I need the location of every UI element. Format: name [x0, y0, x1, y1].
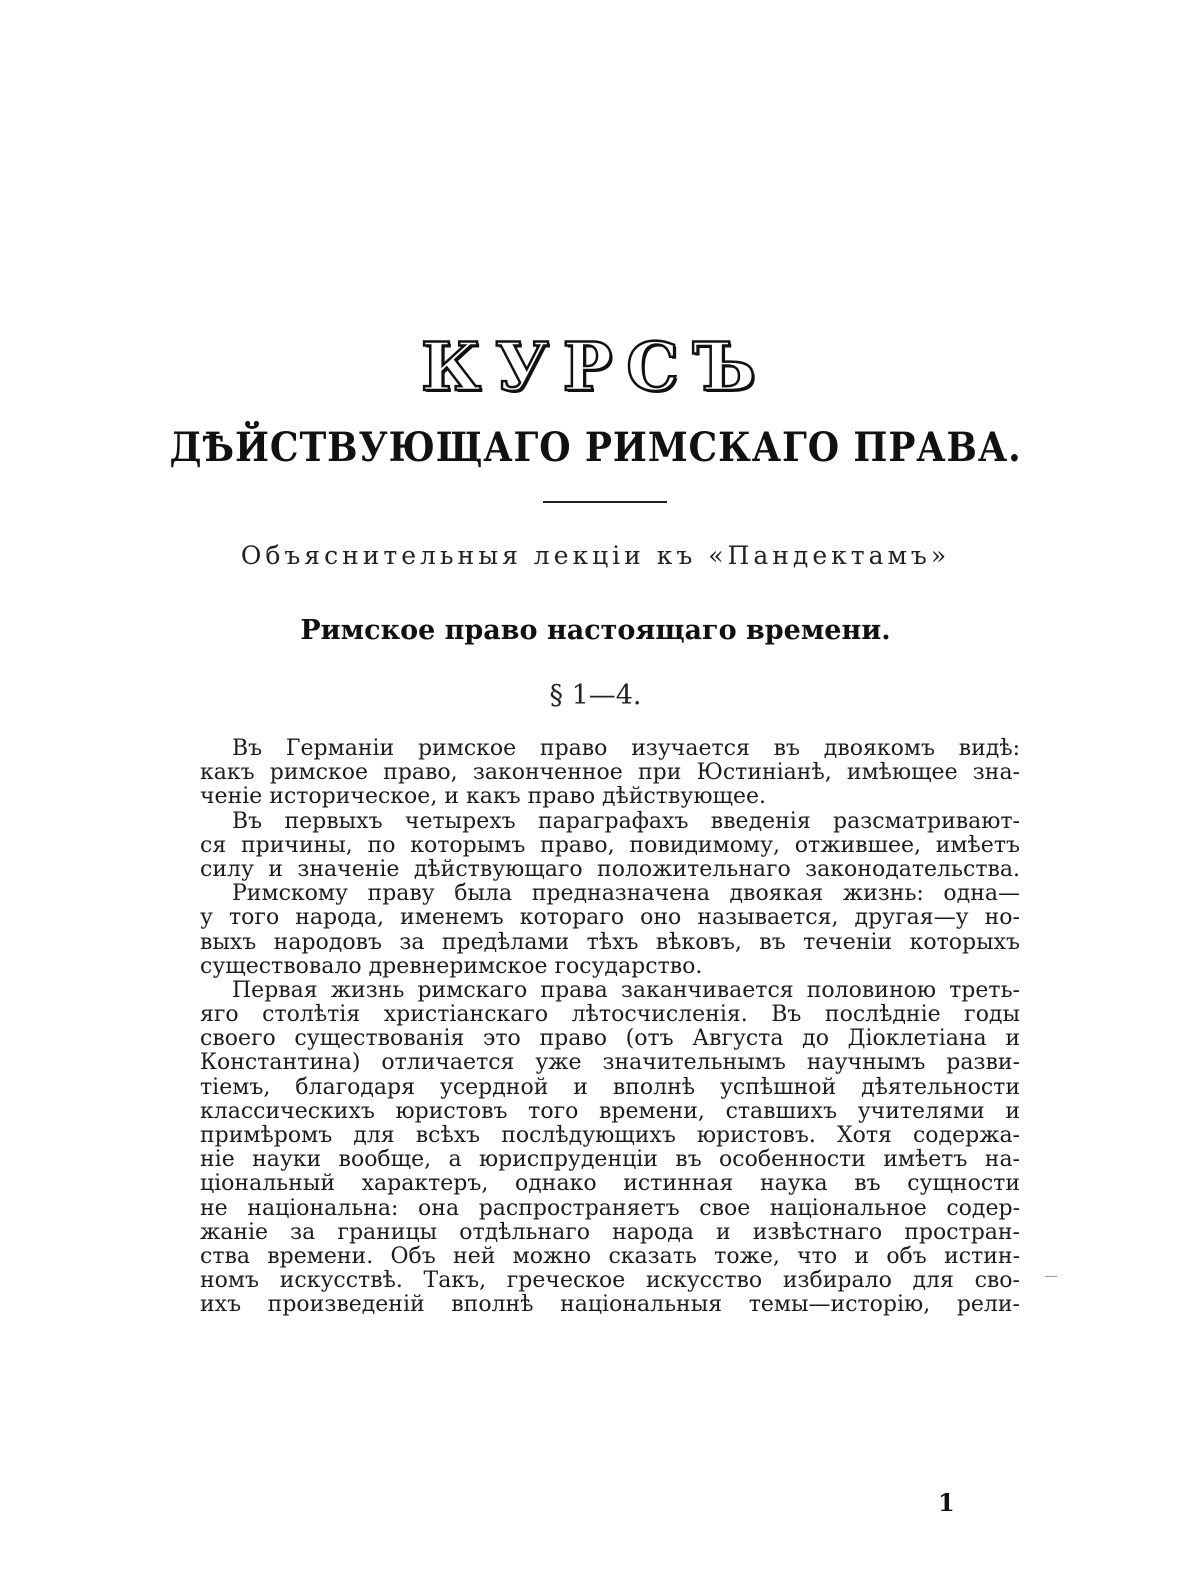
body-line: ихъ произведеній вполнѣ національныя темы—исторію, рели- [200, 1292, 1020, 1318]
body-line: Константина) отличается уже значительнымъ научнымъ разви- [200, 1050, 1020, 1076]
body-line: тіемъ, благодаря усердной и вполнѣ успѣшной дѣятельности [200, 1074, 1020, 1100]
body-text [200, 737, 1020, 1318]
lectures-subtitle: Объяснительныя лекціи къ «Пандектамъ» [240, 541, 951, 570]
body-line: силу и значеніе дѣйствующаго положительнаго законодательства. [200, 856, 1020, 882]
section-heading: § 1—4. [549, 680, 642, 711]
body-line: ся причины, по которымъ право, повидимому, отжившее, имѣетъ [200, 832, 1020, 858]
body-line: яго столѣтія христіанскаго лѣтосчисленія. Въ послѣдніе годы [200, 1002, 1020, 1028]
body-line: жаніе за границы отдѣльнаго народа и извѣстнаго простран- [200, 1219, 1020, 1245]
body-line: классическихъ юристовъ того времени, ставшихъ учителями и [200, 1098, 1020, 1124]
body-line: примѣромъ для всѣхъ послѣдующихъ юристовъ. Хотя содержа- [200, 1123, 1020, 1148]
body-line: существовало древнеримское государство. [200, 953, 703, 979]
body-line: Римскому праву была предназначена двоякая жизнь: одна— [232, 881, 1020, 907]
book-title: КУРСЪ [421, 328, 770, 406]
roman-law-subtitle: Римское право настоящаго времени. [300, 615, 891, 646]
body-line: Въ Германіи римское право изучается въ двоякомъ видѣ: [232, 736, 1020, 761]
page-number: 1 [938, 1488, 955, 1517]
body-line: ціональный характеръ, однако истинная наука въ сущности [200, 1171, 1020, 1197]
body-line: какъ римское право, законченное при Юстиніанѣ, имѣющее зна- [200, 760, 1020, 786]
body-line: не національна: она распространяетъ свое національное содер- [200, 1195, 1020, 1221]
body-line: Въ первыхъ четырехъ параграфахъ введенія разсматривают- [232, 808, 1020, 834]
body-line: у того народа, именемъ котораго оно называется, другая—у но- [200, 905, 1020, 931]
scan-edge-mark [1045, 1276, 1057, 1277]
book-subtitle: ДѢЙСТВУЮЩАГО РИМСКАГО ПРАВА. [169, 424, 1022, 471]
body-line: Первая жизнь римскаго права заканчивается половиною треть- [232, 977, 1020, 1003]
body-line: ства времени. Объ ней можно сказать тоже, что и объ истин- [200, 1243, 1020, 1269]
body-line: своего существованія это право (отъ Августа до Діоклетіана и [200, 1026, 1020, 1052]
body-line: номъ искусствѣ. Такъ, греческое искусство избирало для сво- [200, 1268, 1020, 1294]
body-line: выхъ народовъ за предѣлами тѣхъ вѣковъ, въ теченіи которыхъ [200, 929, 1020, 955]
title-divider [543, 501, 667, 503]
body-line: ніе науки вообще, а юриспруденціи въ особенности имѣетъ на- [200, 1147, 1020, 1173]
body-line: ченіе историческое, и какъ право дѣйствующее. [200, 784, 766, 810]
